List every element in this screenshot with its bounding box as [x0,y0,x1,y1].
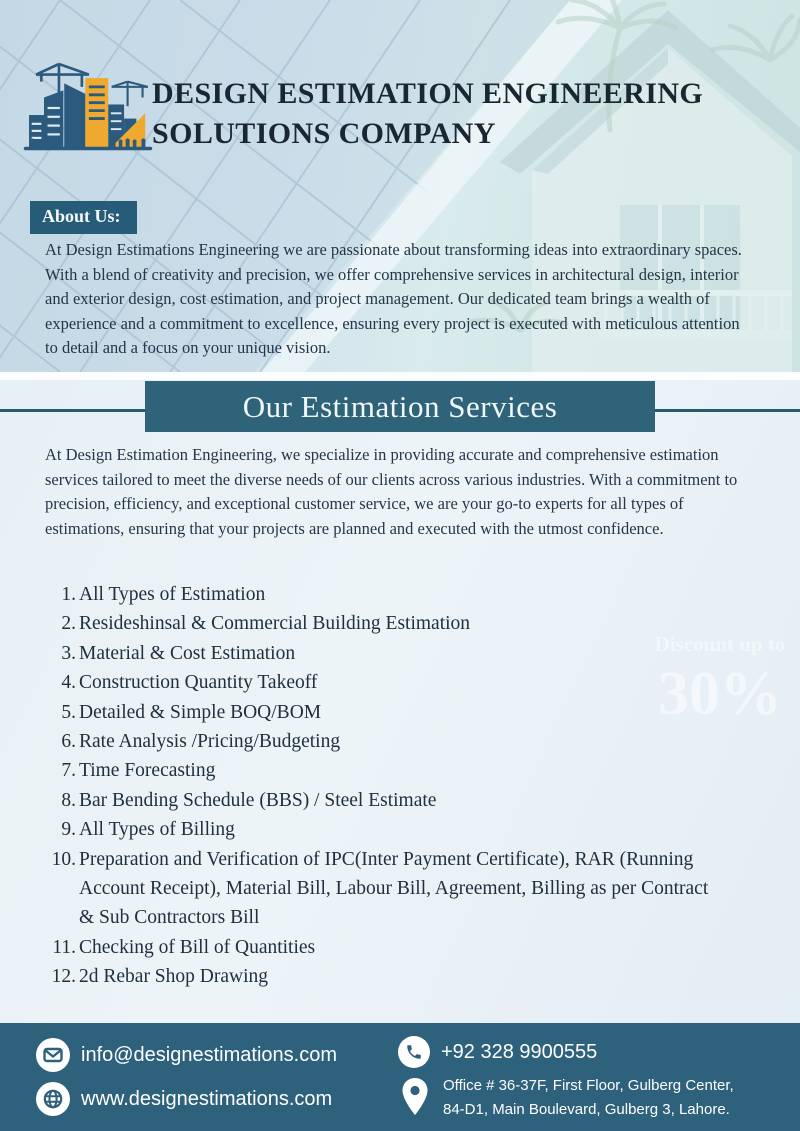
services-title: Our Estimation Services [242,388,558,424]
discount-watermark [640,632,800,728]
list-item: All Types of Estimation [79,584,266,605]
address-row [398,1074,734,1122]
email-row[interactable] [36,1038,337,1072]
footer-left-column [36,1023,337,1116]
list-item: Rate Analysis /Pricing/Budgeting [79,731,341,753]
list-item: Preparation and Verification of IPC(Inter Payment Certificate), RAR (Running Account Receipt), Material Bill, Labour Bill, Agreement, Billing as per Contract & Sub Contractors Bill [79,848,709,929]
office-address [443,1074,734,1122]
list-item: Construction Quantity Takeoff [79,672,318,694]
list-item: All Types of Billing [79,819,235,841]
company-name-line2: SOLUTIONS COMPANY [152,117,496,150]
page-title [152,74,703,154]
company-name-line1: DESIGN ESTIMATION ENGINEERING [152,77,704,110]
location-pin-icon [398,1076,432,1118]
website-url[interactable]: www.designestimations.com [81,1087,333,1110]
contact-footer [0,1023,800,1131]
discount-value: 30% [658,660,782,728]
services-section [0,380,800,1023]
company-logo buildings-and-cranes-icon [22,50,154,166]
list-item: Material & Cost Estimation [79,642,296,664]
services-list [44,580,720,992]
hero-header [0,0,800,372]
list-item: Checking of Bill of Quantities [79,936,316,958]
list-item: Detailed & Simple BOQ/BOM [79,701,322,723]
address-line2: 84-D1, Main Boulevard, Gulberg 3, Lahore. [443,1101,730,1118]
services-title-banner [145,381,655,432]
phone-row[interactable] [398,1036,734,1068]
phone-icon [398,1036,430,1068]
globe-icon [36,1082,70,1116]
list-item: Resideshinsal & Commercial Building Estimation [79,613,471,635]
discount-prefix: Discount up to [654,632,786,656]
about-us-paragraph: At Design Estimations Engineering we are passionate about transforming ideas into extraordinary spaces. With a blend of creativity and precision, we offer comprehensive services in architectural design, interior and exterior design, cost estimation, and project management. Our dedicated team brings a wealth of experience and a commitment to excellence, ensuring every project is executed with meticulous attention to detail and a focus on your unique vision. [45,240,742,357]
list-item: Bar Bending Schedule (BBS) / Steel Estimate [79,789,437,811]
section-divider [0,372,800,380]
list-item: 2d Rebar Shop Drawing [79,966,269,988]
phone-number[interactable]: +92 328 9900555 [441,1040,598,1063]
address-line1: Office # 36-37F, First Floor, Gulberg Center, [443,1077,734,1094]
list-item: Time Forecasting [79,760,216,782]
footer-right-column [398,1023,734,1122]
about-us-heading: About Us: [30,201,137,234]
services-intro-paragraph: At Design Estimation Engineering, we specialize in providing accurate and comprehensive estimation services tailored to meet the diverse needs of our clients across various industries. With a commitment to precision, efficiency, and exceptional customer service, we are your go-to experts for all types of estimations, ensuring that your projects are planned and executed with the utmost confidence. [45,445,738,538]
email-icon [36,1038,70,1072]
email-address[interactable]: info@designestimations.com [81,1043,337,1066]
website-row[interactable] [36,1082,337,1116]
